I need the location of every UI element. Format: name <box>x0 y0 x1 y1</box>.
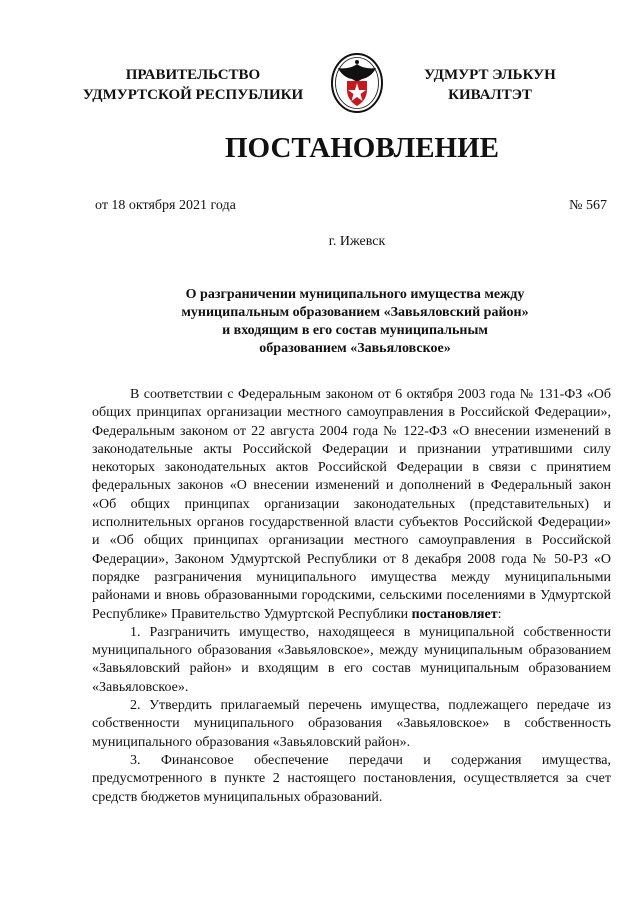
decree-colon: : <box>497 606 502 622</box>
subject-line-2: муниципальным образованием «Завьяловский район» <box>181 305 529 320</box>
item-2-paragraph: 2. Утвердить прилагаемый перечень имущества, подлежащего передаче из собственности муниципального образования «Завьяловское» в собственность муниципального образования «Завьяловский район». <box>92 698 611 750</box>
issuer-udmurt-line2: КИВАЛТЭТ <box>448 87 532 103</box>
decree-word: постановляет <box>411 606 498 622</box>
subject-line-1: О разграничении муниципального имущества между <box>185 287 525 302</box>
document-title: ПОСТАНОВЛЕНИЕ <box>224 132 499 164</box>
item-3-paragraph: 3. Финансовое обеспечение передачи и содержания имущества, предусмотренного в пункте 2 настоящего постановления, осуществляется за счет средств бюджетов муниципальных образований. <box>92 752 611 805</box>
document-subject <box>140 286 570 358</box>
subject-line-4: образованием «Завьяловское» <box>259 341 451 356</box>
issuer-udmurt <box>395 65 585 105</box>
document-city: г. Ижевск <box>328 234 386 249</box>
preamble-paragraph <box>92 386 611 624</box>
issuer-russian-line1: ПРАВИТЕЛЬСТВО <box>125 67 261 83</box>
document-date: от 18 октября 2021 года <box>95 198 236 213</box>
issuer-udmurt-line1: УДМУРТ ЭЛЬКУН <box>424 67 556 83</box>
item-1-paragraph: 1. Разграничить имущество, находящееся в муниципальной собственности муниципального образования «Завьяловское», между муниципальным образованием «Завьяловский район» и входящим в его состав муниципальным образованием «Завьяловское». <box>92 624 611 695</box>
issuer-russian <box>50 65 336 105</box>
preamble-text: В соответствии с Федеральным законом от 6 октября 2003 года № 131-ФЗ «Об общих принципах организации местного самоуправления в Российской Федерации», Федеральным законом от 22 августа 2004 года № 122-ФЗ «О внесении изменений в законодательные акты Российской Федерации и признании утратившими силу некоторых законодательных актов Российской Федерации в связи с принятием федеральных законов «О внесении изменений и дополнений в Федеральный закон «Об общих принципах организации законодательных (представительных) и исполнительных органов государственной власти субъектов Российской Федерации» и «Об общих принципах организации местного самоуправления в Российской Федерации», Законом Удмуртской Республики от 8 декабря 2008 года № 50-РЗ «О порядке разграничения муниципального имущества между муниципальными районами и вновь образованными городскими, сельскими поселениями в Удмуртской Республике» Правительство Удмуртской Республики <box>92 387 611 622</box>
subject-line-3: и входящим в его состав муниципальным <box>222 323 488 338</box>
coat-of-arms-icon <box>330 52 384 114</box>
document-number: № 567 <box>569 198 607 213</box>
issuer-russian-line2: УДМУРТСКОЙ РЕСПУБЛИКИ <box>82 87 304 103</box>
document-body <box>92 386 611 807</box>
